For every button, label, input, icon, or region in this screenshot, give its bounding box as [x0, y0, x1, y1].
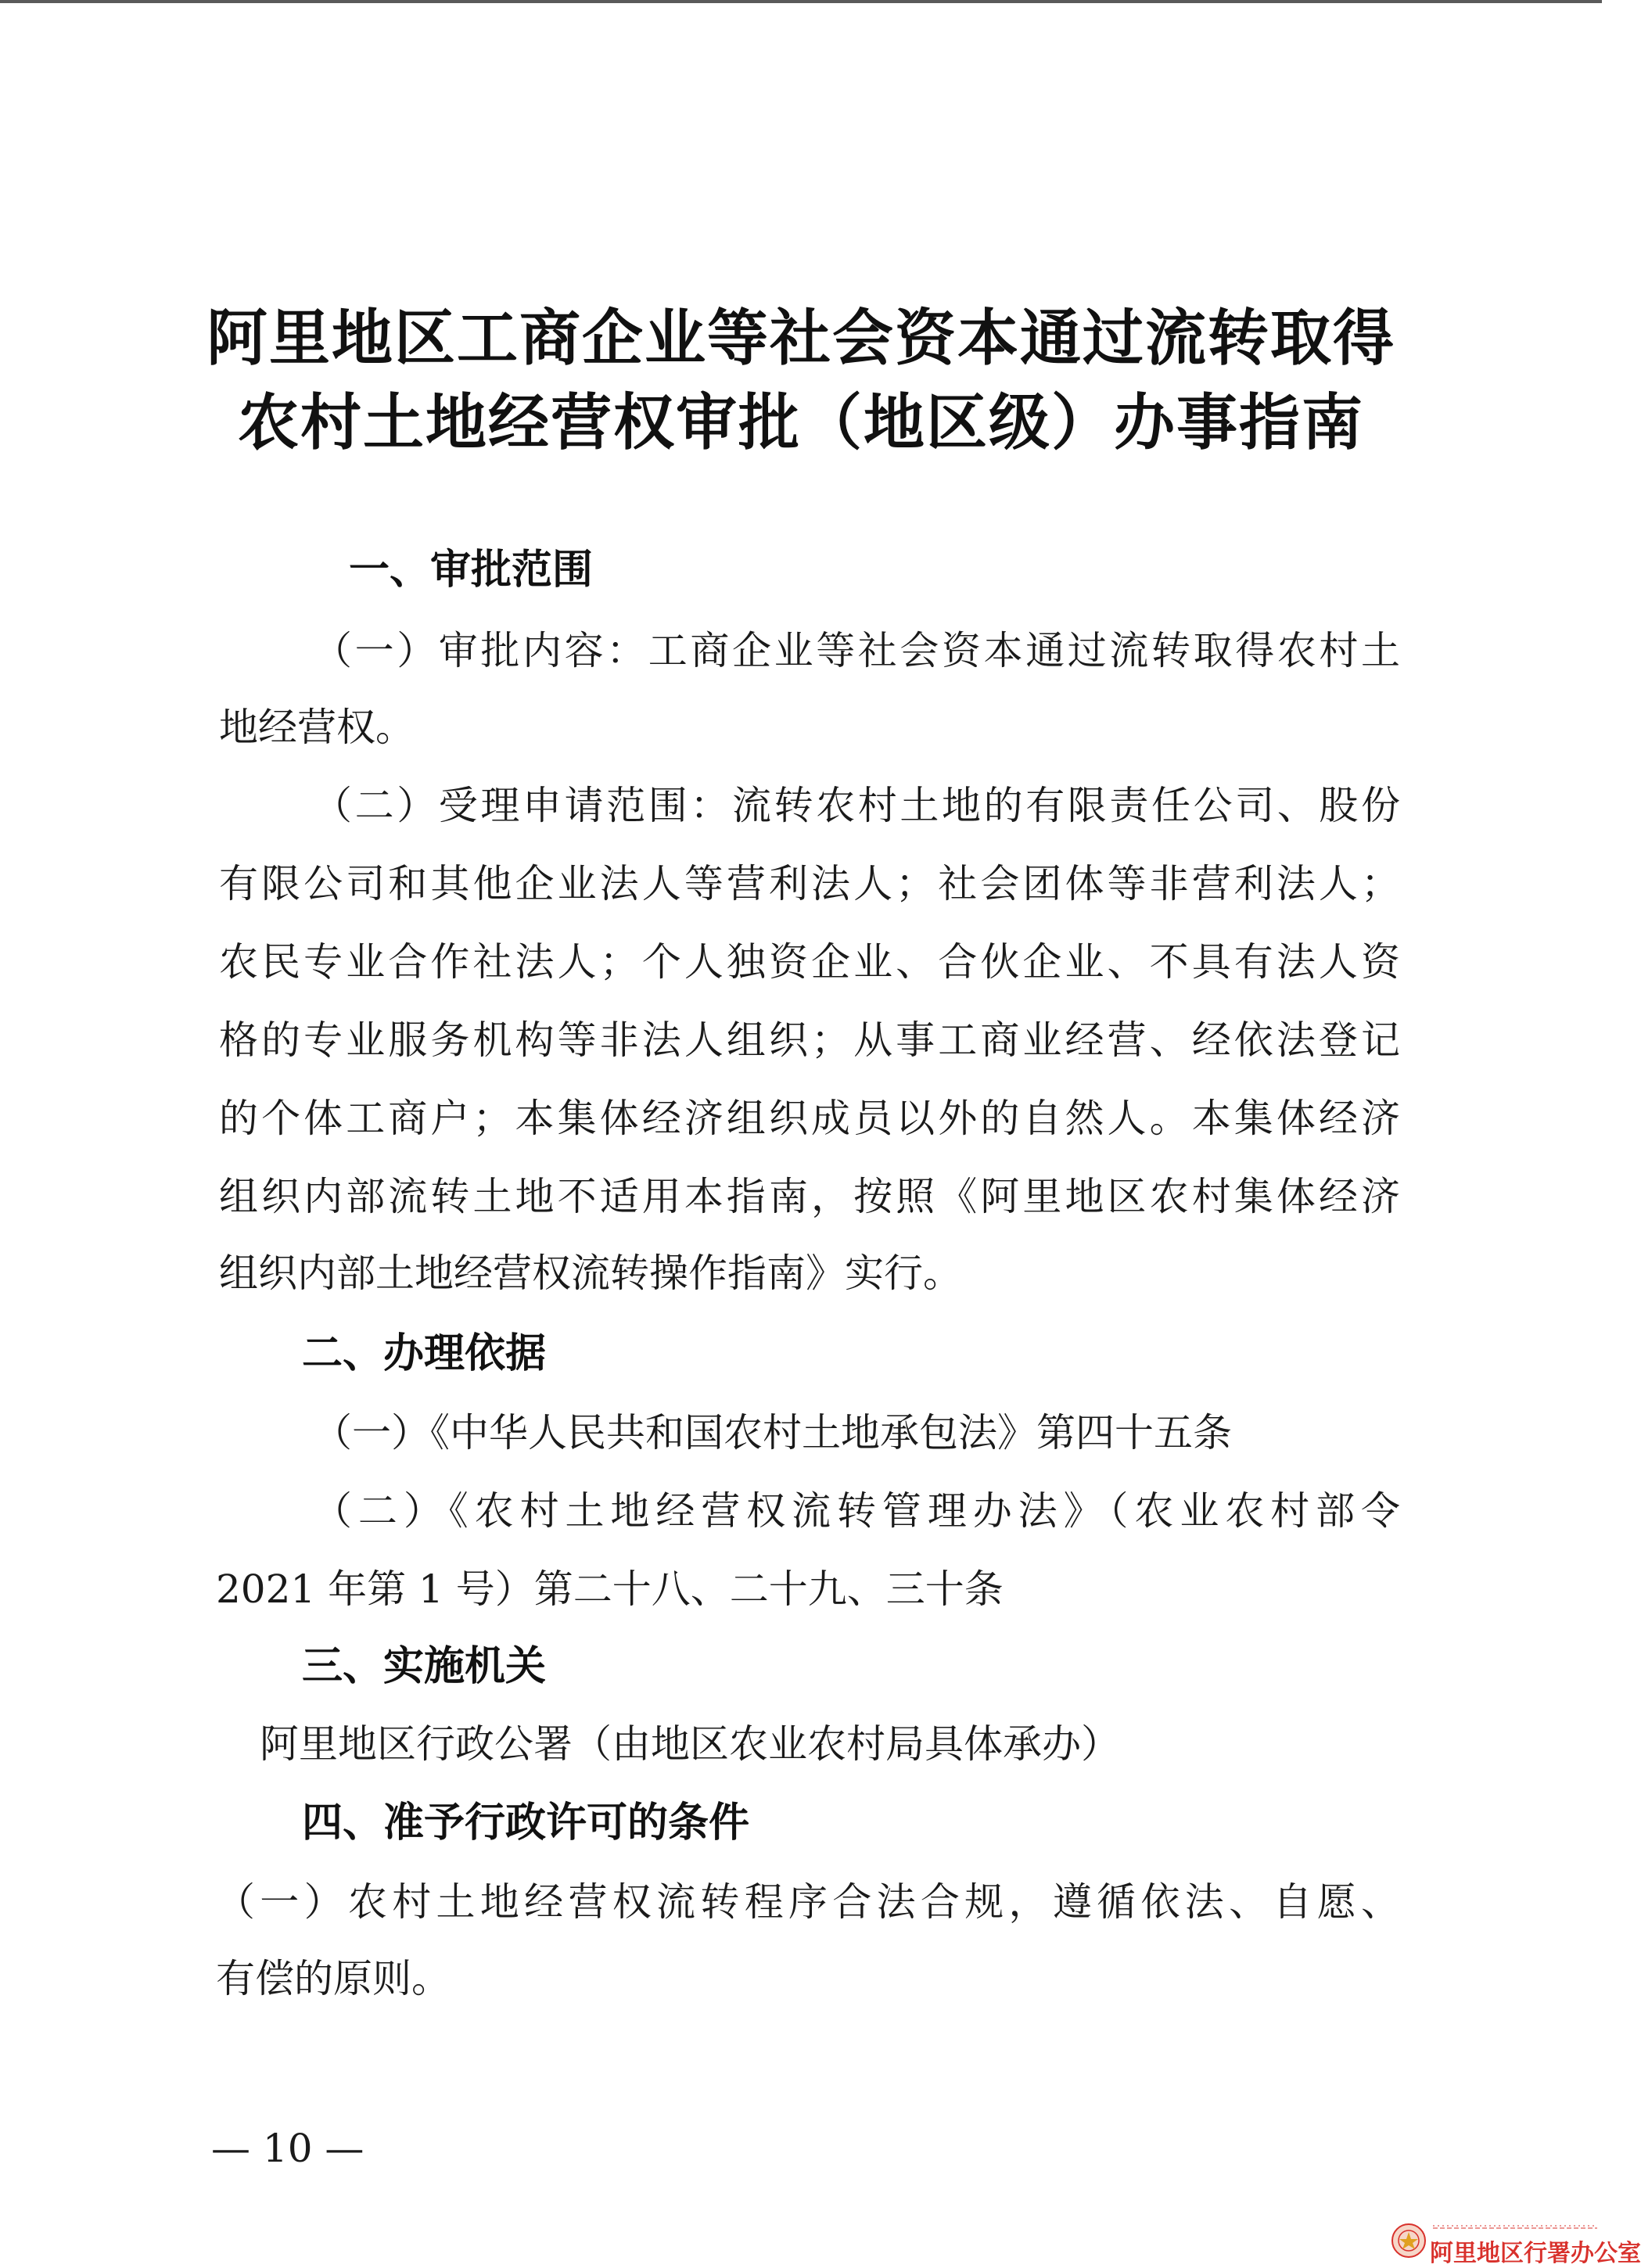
paragraph-line: （二）受理申请范围：流转农村土地的有限责任公司、股份	[313, 783, 1400, 828]
section-heading-2: 二、办理依据	[302, 1330, 547, 1377]
scan-edge	[0, 0, 1602, 3]
paragraph-line: （二）《农村土地经营权流转管理办法》（农业农村部令	[313, 1488, 1400, 1534]
paragraph-line: 有限公司和其他企业法人等营利法人；社会团体等非营利法人；	[219, 861, 1400, 906]
paragraph-line: （一）农村土地经营权流转程序合法合规，遵循依法、自愿、	[216, 1879, 1400, 1925]
paragraph-line: 格的专业服务机构等非法人组织；从事工商业经营、经依法登记	[219, 1017, 1400, 1063]
paragraph-line: 组织内部土地经营权流转操作指南》实行。	[219, 1251, 962, 1296]
section-heading-4: 四、准予行政许可的条件	[302, 1800, 750, 1846]
document-title-line-1: 阿里地区工商企业等社会资本通过流转取得	[206, 303, 1395, 374]
section-heading-3: 三、实施机关	[302, 1643, 547, 1690]
office-watermark	[1384, 2207, 1641, 2267]
paragraph-line: 组织内部流转土地不适用本指南，按照《阿里地区农村集体经济	[219, 1174, 1400, 1219]
office-name-text: 阿里地区行署办公室	[1430, 2240, 1641, 2267]
paragraph-line: （一）《中华人民共和国农村土地承包法》第四十五条	[313, 1410, 1232, 1455]
page-number: — 10 —	[211, 2126, 364, 2171]
paragraph-line: 有偿的原则。	[216, 1956, 451, 2001]
tibetan-script-line	[1433, 2224, 1597, 2232]
paragraph-line: 阿里地区行政公署（由地区农业农村局具体承办）	[260, 1721, 1120, 1767]
document-title-line-2: 农村土地经营权审批（地区级）办事指南	[237, 388, 1364, 458]
paragraph-line: （一）审批内容：工商企业等社会资本通过流转取得农村土	[313, 628, 1400, 673]
paragraph-line: 农民专业合作社法人；个人独资企业、合伙企业、不具有法人资	[219, 939, 1400, 985]
paragraph-line: 的个体工商户；本集体经济组织成员以外的自然人。本集体经济	[219, 1096, 1400, 1141]
paragraph-line: 2021 年第 1 号）第二十八、二十九、三十条	[216, 1566, 1004, 1612]
paragraph-line: 地经营权。	[219, 705, 415, 750]
section-heading-1: 一、审批范围	[349, 547, 594, 594]
emblem-seal-icon	[1391, 2223, 1427, 2259]
